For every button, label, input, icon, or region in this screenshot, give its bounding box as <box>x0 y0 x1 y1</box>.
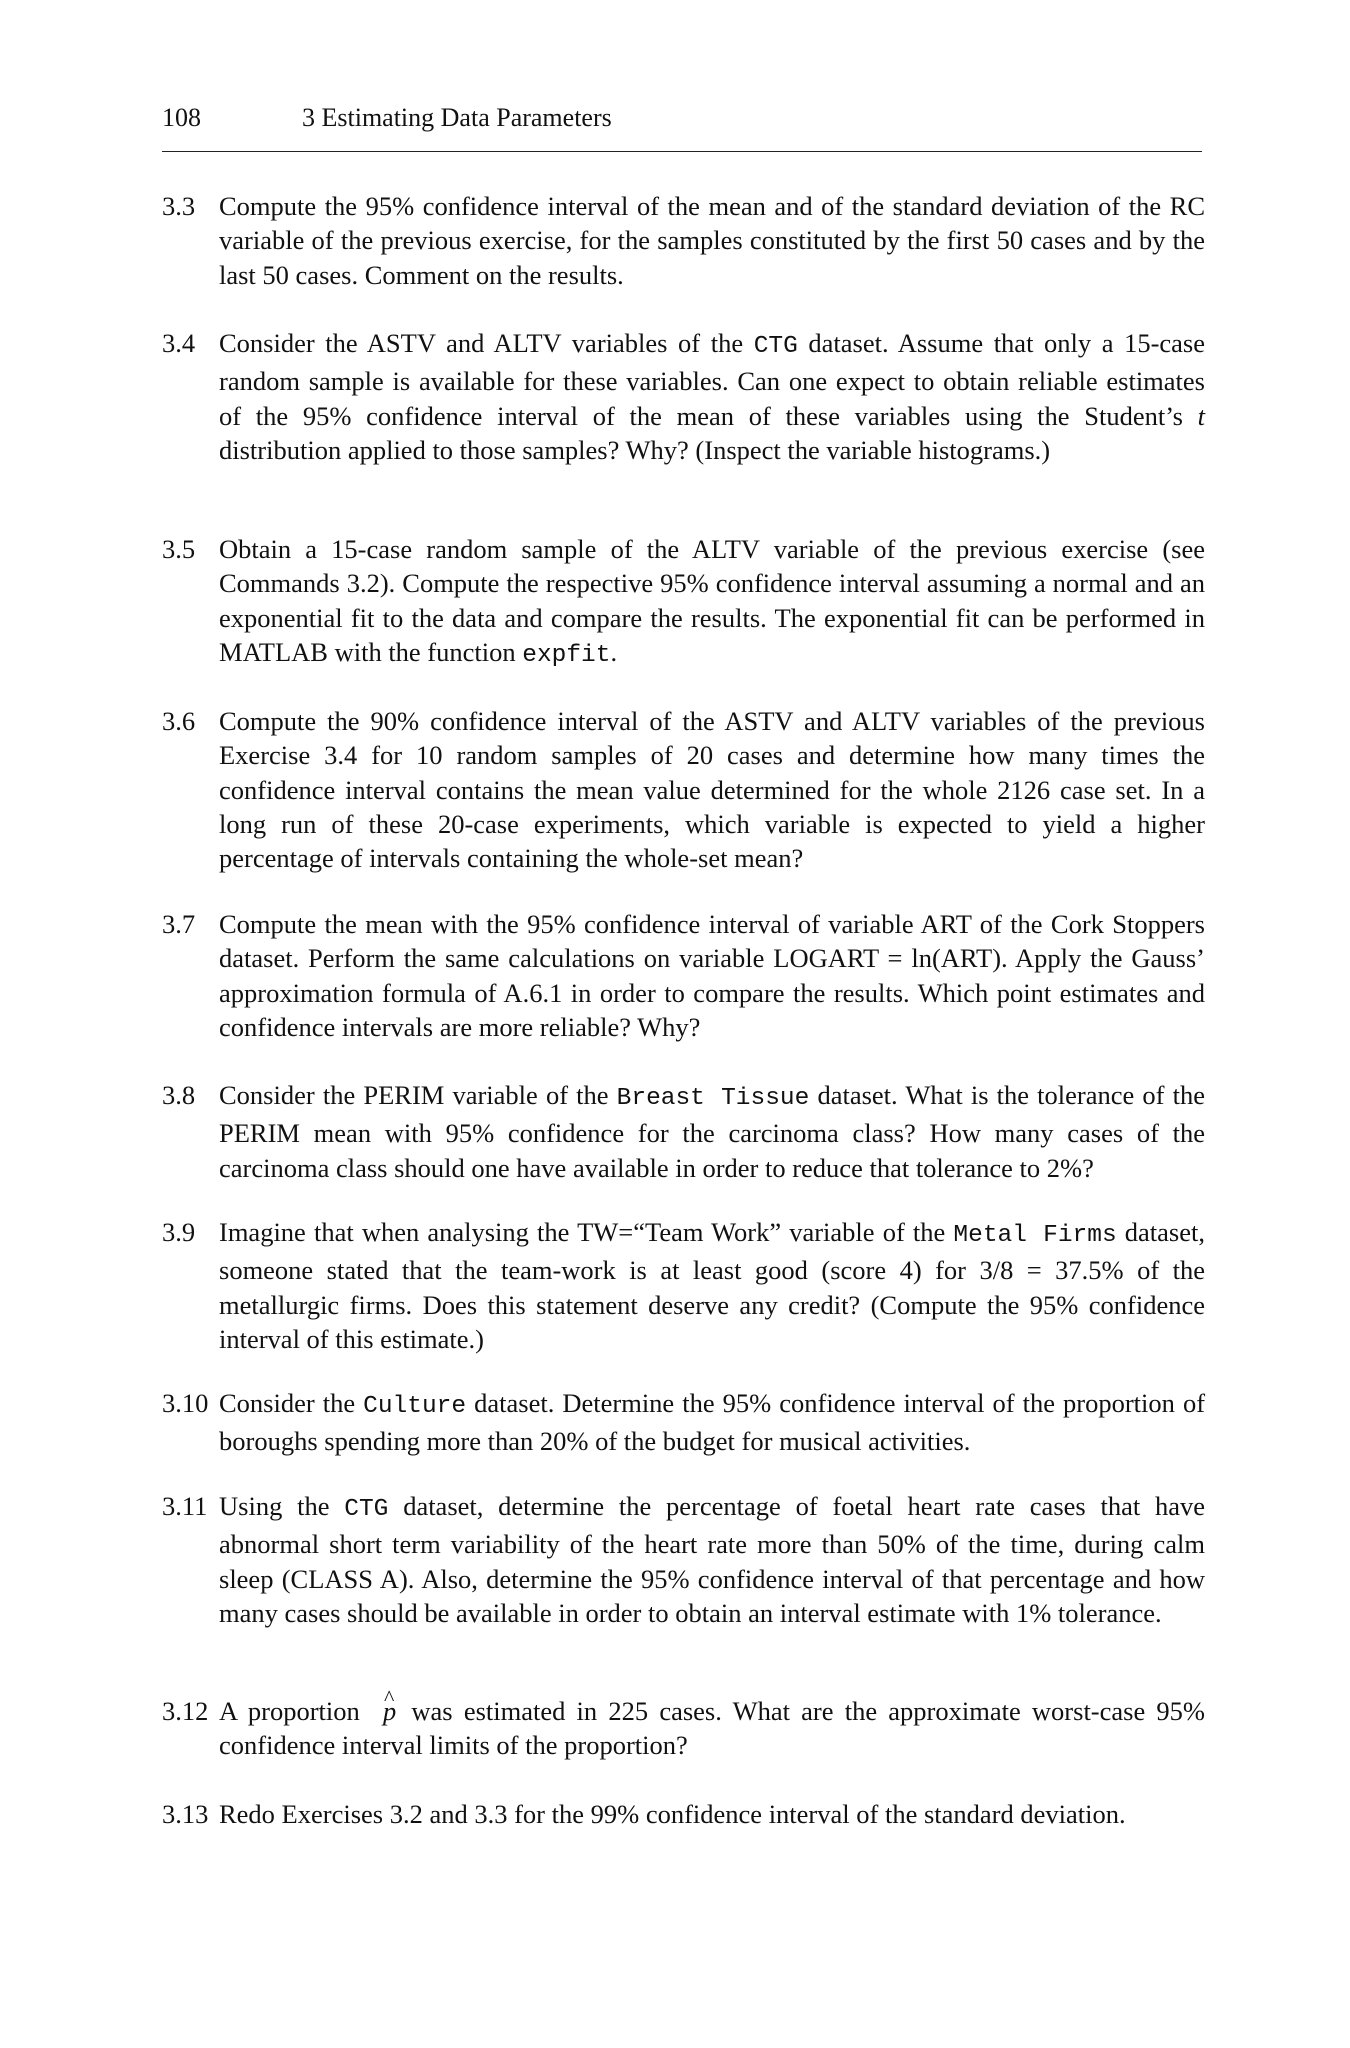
exercise-text <box>219 1078 1205 1185</box>
exercise-3-11 <box>162 1489 1205 1630</box>
exercise-text <box>219 1386 1205 1459</box>
dataset-name-code: Breast Tissue <box>616 1085 810 1112</box>
dataset-name-code: CTG <box>753 333 798 360</box>
exercise-number: 3.3 <box>162 191 196 221</box>
exercise-number: 3.6 <box>162 706 196 736</box>
exercise-text-part: A proportion <box>219 1696 360 1726</box>
exercise-text-part: Using the <box>219 1491 330 1521</box>
exercise-text-part: distribution applied to those samples? Why? (Inspect the variable histograms.) <box>219 434 1051 465</box>
exercise-text-part: Obtain a 15-case random sample of the ALTV variable of the previous exercise (see Commands 3.2). Compute the respective 95% confidence interval assuming a normal and an exponential fit to the data and compare the results. The exponential fit can be performed in MATLAB with the function <box>219 534 1205 667</box>
exercise-3-9 <box>162 1215 1205 1356</box>
chapter-title: 3 Estimating Data Parameters <box>302 103 612 132</box>
exercise-text-part: Redo Exercises 3.2 and 3.3 for the 99% confidence interval of the standard deviation. <box>219 1799 1126 1829</box>
exercise-text-part: dataset. Assume that only a 15-case random sample is available for these variables. Can one expect to obtain reliable estimates of the 95% confidence interval of the mean of these variables using the Student’s <box>219 328 1205 431</box>
function-name-code: expfit <box>522 641 611 669</box>
exercise-3-7 <box>162 907 1205 1044</box>
exercise-text <box>219 1694 1205 1763</box>
exercise-number: 3.8 <box>162 1080 196 1110</box>
header-rule <box>162 151 1202 152</box>
exercise-text-part: dataset, determine the percentage of foetal heart rate cases that have abnormal short term variability of the heart rate more than 50% of the time, during calm sleep (CLASS A). Also, determine the 95% confidence interval of that percentage and how many cases should be available in order to obtain an interval estimate with 1% tolerance. <box>219 1491 1206 1628</box>
exercise-text-part: was estimated in 225 cases. What are the approximate worst-case 95% confidence interval limits of the proportion? <box>219 1696 1206 1761</box>
dataset-name-code: CTG <box>344 1496 389 1523</box>
exercise-text <box>219 907 1205 1044</box>
exercise-text <box>219 704 1205 875</box>
exercise-text-part: dataset. Determine the 95% confidence interval of the proportion of boroughs spending more than 20% of the budget for musical activities. <box>219 1388 1206 1457</box>
exercise-text <box>219 326 1205 467</box>
exercise-number: 3.9 <box>162 1217 196 1247</box>
exercise-number: 3.5 <box>162 534 196 564</box>
exercise-text-part: Consider the <box>219 1388 356 1418</box>
dataset-name-code: Culture <box>363 1393 467 1420</box>
p-hat-symbol: ^ p <box>371 1694 400 1728</box>
exercise-number: 3.12 <box>162 1696 209 1726</box>
exercise-3-12 <box>162 1694 1205 1763</box>
exercise-text-part: Consider the PERIM variable of the <box>219 1080 609 1110</box>
math-variable: t <box>1197 400 1206 431</box>
exercise-number: 3.10 <box>162 1388 209 1418</box>
exercise-text-part: dataset, someone stated that the team-work is at least good (score 4) for 3/8 = 37.5% of the metallurgic firms. Does this statement deserve any credit? (Compute the 95% confidence interval of this estimate.) <box>219 1217 1205 1354</box>
exercise-text <box>219 1215 1205 1356</box>
exercise-text-part: Compute the 95% confidence interval of the mean and of the standard deviation of the RC variable of the previous exercise, for the samples constituted by the first 50 cases and by the last 50 cases. Comment on the results. <box>219 191 1205 290</box>
exercise-3-6 <box>162 704 1205 875</box>
exercise-number: 3.4 <box>162 328 196 358</box>
page-number: 108 <box>162 103 201 132</box>
exercise-text-part: Imagine that when analysing the TW=“Team Work” variable of the <box>219 1217 946 1247</box>
exercise-text <box>219 189 1205 292</box>
exercise-text <box>219 1797 1205 1831</box>
exercise-3-8 <box>162 1078 1205 1185</box>
exercise-text <box>219 532 1205 673</box>
running-head <box>162 100 1202 136</box>
exercise-3-3 <box>162 189 1205 292</box>
dataset-name-code: Metal Firms <box>953 1222 1117 1249</box>
exercise-text-part: . <box>610 636 618 667</box>
exercise-3-13 <box>162 1797 1205 1831</box>
exercise-number: 3.7 <box>162 909 196 939</box>
exercise-text-part: dataset. What is the tolerance of the PERIM mean with 95% confidence for the carcinoma class? How many cases of the carcinoma class should one have available in order to reduce that tolerance to 2%? <box>219 1080 1206 1183</box>
exercise-text-part: Compute the 90% confidence interval of the ASTV and ALTV variables of the previous Exercise 3.4 for 10 random samples of 20 cases and determine how many times the confidence interval contains the mean value determined for the whole 2126 case set. In a long run of these 20-case experiments, which variable is expected to yield a higher percentage of intervals containing the whole-set mean? <box>219 706 1205 874</box>
exercise-text-part: Compute the mean with the 95% confidence interval of variable ART of the Cork Stoppers dataset. Perform the same calculations on variable LOGART = ln(ART). Apply the Gauss’ approximation formula of A.6.1 in order to compare the results. Which point estimates and confidence intervals are more reliable? Why? <box>219 909 1205 1042</box>
exercise-text <box>219 1489 1205 1630</box>
exercise-number: 3.11 <box>162 1491 208 1521</box>
exercise-3-5 <box>162 532 1205 673</box>
exercise-3-10 <box>162 1386 1205 1459</box>
exercise-number: 3.13 <box>162 1799 209 1829</box>
exercise-3-4 <box>162 326 1205 467</box>
exercise-text-part: Consider the ASTV and ALTV variables of the <box>219 328 744 358</box>
